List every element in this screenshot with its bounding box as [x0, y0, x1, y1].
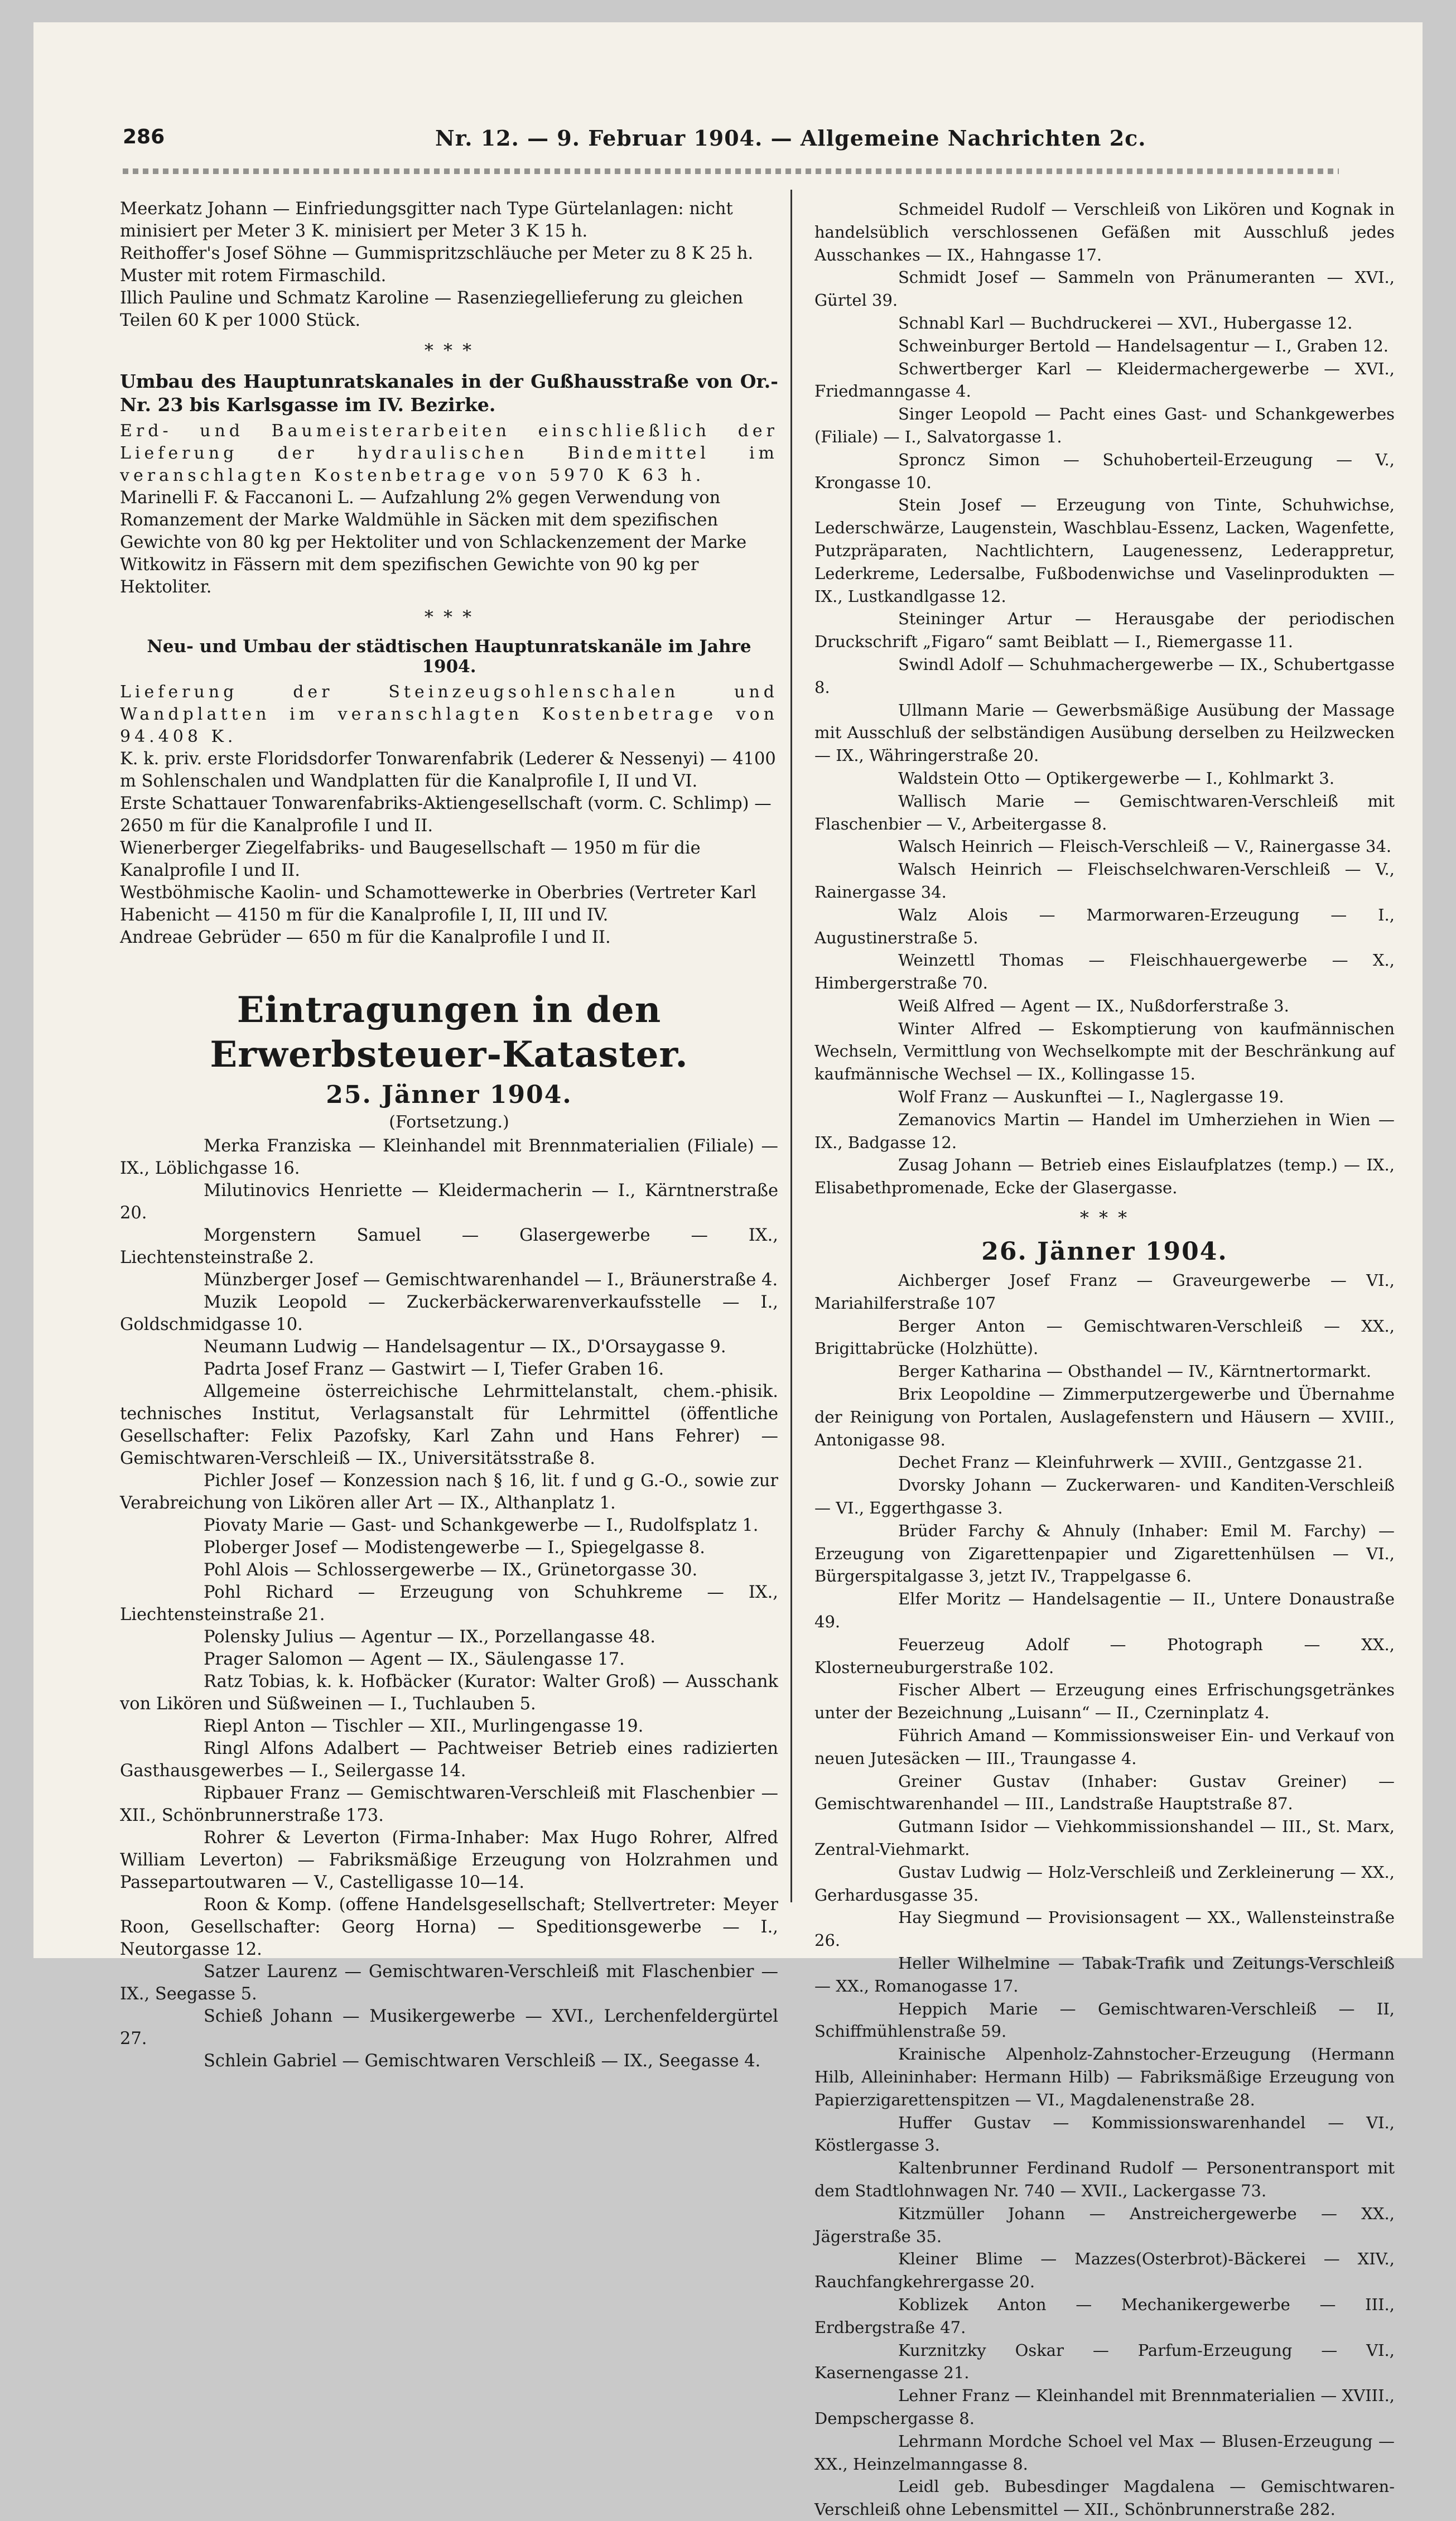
contractor-text: — Rasenziegellieferung zu gleichen Teilen 60 K per 1000 Stück. — [120, 288, 749, 330]
contractor-text: — Aufzahlung 2% gegen Verwendung von Romanzement der Marke Waldmühle in Säcken mit dem spezifischen Gewichte von 80 kg per Hektoliter und von Schlackenzement der Marke Witkowitz in Fässern mit dem spezifischen Gewichte von 90 kg per Hektoliter. — [120, 488, 752, 597]
register-entry: Muzik Leopold — Zuckerbäckerwarenverkaufsstelle — I., Goldschmidgasse 10. — [120, 1293, 784, 1334]
contractor-entry — [120, 487, 778, 599]
contractor-name: Marinelli F. & Faccanoni L. — [120, 488, 354, 508]
contractor-list-b — [120, 487, 778, 599]
register-entry: Padrta Josef Franz — Gastwirt — I, Tiefer Graben 16. — [204, 1360, 664, 1379]
register-entry: Prager Salomon — Agent — IX., Säulengasse 17. — [204, 1650, 625, 1669]
contractor-entry — [120, 243, 778, 287]
register-entry: Wallisch Marie — Gemischtwaren-Verschleiß mit Flaschenbier — V., Arbeitergasse 8. — [814, 791, 1400, 833]
register-entry: Hay Siegmund — Provisionsagent — XX., Wallensteinstraße 26. — [814, 1908, 1400, 1950]
register-entry: Münzberger Josef — Gemischtwarenhandel — I., Bräunerstraße 4. — [204, 1270, 778, 1290]
register-entry: Singer Leopold — Pacht eines Gast- und Schankgewerbes (Filiale) — I., Salvatorgasse 1. — [814, 404, 1400, 446]
register-entry: Neumann Ludwig — Handelsagentur — IX., D'Orsaygasse 9. — [204, 1337, 726, 1357]
register-entry: Pohl Richard — Erzeugung von Schuhkreme — IX., Liechtensteinstraße 21. — [120, 1583, 784, 1625]
section-title: Neu- und Umbau der städtischen Hauptunratskanäle im Jahre 1904. — [147, 637, 751, 677]
register-entry: Kurznitzky Oskar — Parfum-Erzeugung — VI., Kasernengasse 21. — [814, 2340, 1400, 2383]
register-entry: Schmidt Josef — Sammeln von Pränumeranten — XVI., Gürtel 39. — [814, 268, 1400, 310]
register-entry: Morgenstern Samuel — Glasergewerbe — IX., Liechtensteinstraße 2. — [120, 1226, 784, 1267]
register-entry: Huffer Gustav — Kommissionswarenhandel — VI., Köstlergasse 3. — [814, 2113, 1400, 2155]
contractor-text: — 4150 m für die Kanalprofile I, II, III und IV. — [215, 905, 609, 925]
register-entry: Ploberger Josef — Modistengewerbe — I., Spiegelgasse 8. — [204, 1538, 705, 1558]
left-column — [120, 198, 784, 2071]
register-entry: Allgemeine österreichische Lehrmittelanstalt, chem.-phisik. technisches Institut, Verlagsanstalt für Lehrmittel (öffentliche Gesellschafter: Felix Pazofsky, Karl Zahn und Hans Fehrer) — Gemischtwaren-Verschleiß — IX., Universitätsstraße 8. — [120, 1382, 784, 1468]
register-entry: Steininger Artur — Herausgabe der periodischen Druckschrift „Figaro“ samt Beiblatt — I., Riemergasse 11. — [814, 609, 1400, 652]
asterism: * * * — [1079, 1207, 1130, 1229]
register-entry: Fischer Albert — Erzeugung eines Erfrischungsgetränkes unter der Bezeichnung „Luisann“ — II., Czerninplatz 4. — [814, 1680, 1400, 1723]
register-entry: Weiß Alfred — Agent — IX., Nußdorferstraße 3. — [898, 996, 1289, 1015]
register-entry: Walsch Heinrich — Fleischselchwaren-Verschleiß — V., Rainergasse 34. — [814, 860, 1400, 902]
continuation-note: (Fortsetzung.) — [389, 1112, 509, 1132]
contractor-entry — [120, 837, 778, 882]
register-entry: Ullmann Marie — Gewerbsmäßige Ausübung der Massage mit Ausschluß der selbständigen Ausübung derselben zu Heilzwecken — IX., Währingerstraße 20. — [814, 700, 1400, 765]
register-entry: Schwertberger Karl — Kleidermachergewerbe — XVI., Friedmanngasse 4. — [814, 359, 1400, 401]
register-entry: Berger Katharina — Obsthandel — IV., Kärntnertormarkt. — [898, 1362, 1372, 1381]
register-entry: Schlein Gabriel — Gemischtwaren Verschleiß — IX., Seegasse 4. — [204, 2051, 761, 2071]
contractor-entry — [120, 927, 778, 949]
register-entry: Dvorsky Johann — Zuckerwaren- und Kanditen-Verschleiß — VI., Eggerthgasse 3. — [814, 1476, 1400, 1518]
register-entry: Stein Josef — Erzeugung von Tinte, Schuhwichse, Lederschwärze, Laugenstein, Waschblau-Essenz, Lacken, Wagenfette, Putzpräparaten, Nachtlichtern, Laugenessenz, Lederappretur, Lederkreme, Ledersalbe, Fußbodenwichse und Vaselinprodukten — IX., Lustkandlgasse 12. — [814, 495, 1400, 606]
contractor-text: — Einfriedungsgitter nach Type Gürtelanlagen: nicht minisiert per Meter 3 K. minisiert per Meter 3 K 15 h. — [120, 199, 739, 241]
section-subtitle: Erd- und Baumeisterarbeiten einschließlich der Lieferung der hydraulischen Bindemittel im veranschlagten Kostenbetrage von 5970 K 63 h. — [120, 421, 778, 485]
contractor-name: Andreae Gebrüder — [120, 928, 281, 947]
register-entry: Ripbauer Franz — Gemischtwaren-Verschleiß mit Flaschenbier — XII., Schönbrunnerstraße 173. — [120, 1784, 784, 1825]
register-entry: Pohl Alois — Schlossergewerbe — IX., Grünetorgasse 30. — [204, 1560, 698, 1580]
register-entries-left — [120, 1135, 784, 2072]
date-heading: 25. Jänner 1904. — [326, 1081, 572, 1109]
register-entry: Polensky Julius — Agentur — IX., Porzellangasse 48. — [204, 1627, 656, 1647]
contractor-name: Erste Schattauer Tonwarenfabriks-Aktiengesellschaft (vorm. C. Schlimp) — [120, 794, 749, 813]
contractor-text: — Gummispritzschläuche per Meter zu 8 K 25 h. Muster mit rotem Firmaschild. — [120, 244, 759, 286]
register-entry: Lehrmann Mordche Schoel vel Max — Blusen-Erzeugung — XX., Heinzelmanngasse 8. — [814, 2431, 1400, 2474]
register-entry: Schweinburger Bertold — Handelsagentur — I., Graben 12. — [898, 336, 1388, 355]
register-entry: Kleiner Blime — Mazzes(Osterbrot)-Bäckerei — XIV., Rauchfangkehrergasse 20. — [814, 2249, 1400, 2292]
contractor-entry — [120, 287, 778, 332]
register-entry: Feuerzeug Adolf — Photograph — XX., Klosterneuburgerstraße 102. — [814, 1635, 1400, 1677]
register-entry: Gutmann Isidor — Viehkommissionshandel — III., St. Marx, Zentral-Viehmarkt. — [814, 1817, 1400, 1859]
register-entry: Leidl geb. Bubesdinger Magdalena — Gemischtwaren-Verschleiß ohne Lebensmittel — XII., Schönbrunnerstraße 282. — [814, 2477, 1395, 2519]
running-title: Nr. 12. — 9. Februar 1904. — Allgemeine Nachrichten 2c. — [435, 126, 1146, 151]
register-entry: Brüder Farchy & Ahnuly (Inhaber: Emil M. Farchy) — Erzeugung von Zigarettenpapier und Zigarettenhülsen — VI., Bürgerspitalgasse 3, jetzt IV., Trappelgasse 6. — [814, 1521, 1400, 1586]
main-heading: Eintragungen in den Erwerbsteuer-Kataster. — [210, 989, 688, 1076]
register-entry: Elfer Moritz — Handelsagentie — II., Untere Donaustraße 49. — [814, 1589, 1400, 1632]
register-entry: Koblizek Anton — Mechanikergewerbe — III., Erdbergstraße 47. — [814, 2295, 1400, 2337]
contractor-name: Reithoffer's Josef Söhne — [120, 244, 327, 263]
register-entry: Milutinovics Henriette — Kleidermacherin — I., Kärntnerstraße 20. — [120, 1181, 784, 1223]
register-entry: Brix Leopoldine — Zimmerputzergewerbe und Übernahme der Reinigung von Portalen, Auslagefenstern und Häusern — XVIII., Antonigasse 98. — [814, 1385, 1400, 1449]
register-entry: Wolf Franz — Auskunftei — I., Naglergasse 19. — [898, 1087, 1284, 1107]
newspaper-page — [33, 22, 1423, 2519]
contractor-name: Illich Pauline und Schmatz Karoline — [120, 288, 429, 308]
right-column — [814, 198, 1400, 2519]
contractor-name: K. k. priv. erste Floridsdorfer Tonwarenfabrik (Lederer & Nessenyi) — [120, 749, 705, 769]
contractor-text: — 1950 m für die Kanalprofile I und II. — [120, 838, 706, 880]
register-entry: Gustav Ludwig — Holz-Verschleiß und Zerkleinerung — XX., Gerhardusgasse 35. — [814, 1862, 1400, 1905]
section-title: Umbau des Hauptunratskanales in der Gußhausstraße von Or.-Nr. 23 bis Karlsgasse im IV. Bezirke. — [120, 370, 778, 416]
contractor-name: Meerkatz Johann — [120, 199, 268, 219]
register-entry: Schieß Johann — Musikergewerbe — XVI., Lerchenfeldergürtel 27. — [120, 2007, 784, 2048]
contractor-list-a — [120, 198, 778, 332]
register-entry: Ringl Alfons Adalbert — Pachtweiser Betrieb eines radizierten Gasthausgewerbes — I., Seilergasse 14. — [120, 1739, 784, 1781]
register-entry: Roon & Komp. (offene Handelsgesellschaft; Stellvertreter: Meyer Roon, Gesellschafter: Georg Horna) — Speditionsgewerbe — I., Neutorgasse 12. — [120, 1895, 784, 1959]
asterism: * * * — [424, 340, 474, 361]
register-entries-right-a — [814, 198, 1400, 1199]
register-entry: Walz Alois — Marmorwaren-Erzeugung — I., Augustinerstraße 5. — [814, 905, 1400, 947]
register-entry: Pichler Josef — Konzession nach § 16, lit. f und g G.-O., sowie zur Verabreichung von Likören aller Art — IX., Althanplatz 1. — [120, 1471, 784, 1513]
asterism: * * * — [424, 606, 474, 628]
register-entry: Waldstein Otto — Optikergewerbe — I., Kohlmarkt 3. — [898, 768, 1335, 788]
contractor-name: Westböhmische Kaolin- und Schamottewerke in Oberbries (Vertreter Karl Habenicht — [120, 883, 762, 925]
register-entry: Walsch Heinrich — Fleisch-Verschleiß — V., Rainergasse 34. — [898, 837, 1392, 856]
register-entry: Schmeidel Rudolf — Verschleiß von Likören und Kognak in handelsüblich verschlossenen Gefäßen mit Ausschluß jedes Ausschankes — IX., Hahngasse 17. — [814, 200, 1400, 264]
header-wavy-rule — [123, 168, 1339, 174]
page-header — [123, 126, 1339, 165]
register-entry: Winter Alfred — Eskomptierung von kaufmännischen Wechseln, Vermittlung von Wechselkompte mit der Beschränkung auf kaufmännische Wechsel — IX., Kollingasse 15. — [814, 1019, 1400, 1084]
contractor-text: — 4100 m Sohlenschalen und Wandplatten für die Kanalprofile I, II und VI. — [120, 749, 782, 791]
register-entry: Piovaty Marie — Gast- und Schankgewerbe — I., Rudolfsplatz 1. — [204, 1516, 759, 1535]
register-entry: Ratz Tobias, k. k. Hofbäcker (Kurator: Walter Groß) — Ausschank von Likören und Süßweinen — I., Tuchlauben 5. — [120, 1672, 784, 1714]
register-entry: Greiner Gustav (Inhaber: Gustav Greiner) — Gemischtwarenhandel — III., Landstraße Hauptstraße 87. — [814, 1771, 1400, 1814]
register-entry: Kaltenbrunner Ferdinand Rudolf — Personentransport mit dem Stadtlohnwagen Nr. 740 — XVII., Lackergasse 73. — [814, 2158, 1400, 2200]
register-entry: Dechet Franz — Kleinfuhrwerk — XVIII., Gentzgasse 21. — [898, 1453, 1363, 1472]
column-divider — [790, 190, 792, 1902]
register-entry: Zusag Johann — Betrieb eines Eislaufplatzes (temp.) — IX., Elisabethpromenade, Ecke der Glasergasse. — [814, 1155, 1400, 1198]
register-entry: Heller Wilhelmine — Tabak-Trafik und Zeitungs-Verschleiß — XX., Romanogasse 17. — [814, 1953, 1400, 1995]
register-entry: Zemanovics Martin — Handel im Umherziehen in Wien — IX., Badgasse 12. — [814, 1110, 1400, 1152]
contractor-text: — 2650 m für die Kanalprofile I und II. — [120, 794, 777, 836]
register-entry: Führich Amand — Kommissionsweiser Ein- und Verkauf von neuen Jutesäcken — III., Traungasse 4. — [814, 1726, 1400, 1768]
register-entry: Sproncz Simon — Schuhoberteil-Erzeugung — V., Krongasse 10. — [814, 450, 1400, 492]
contractor-name: Wienerberger Ziegelfabriks- und Baugesellschaft — [120, 838, 546, 858]
register-entry: Satzer Laurenz — Gemischtwaren-Verschleiß mit Flaschenbier — IX., Seegasse 5. — [120, 1962, 784, 2004]
register-entry: Krainische Alpenholz-Zahnstocher-Erzeugung (Hermann Hilb, Alleininhaber: Hermann Hilb) — Fabriksmäßige Erzeugung von Papierzigarettenspitzen — VI., Magdalenenstraße 28. — [814, 2045, 1400, 2109]
register-entry: Weinzettl Thomas — Fleischhauergewerbe — X., Himbergerstraße 70. — [814, 951, 1400, 993]
contractor-entry — [120, 748, 782, 793]
register-entry: Riepl Anton — Tischler — XII., Murlingengasse 19. — [204, 1717, 644, 1736]
contractor-text: — 650 m für die Kanalprofile I und II. — [286, 928, 611, 947]
register-entry: Aichberger Josef Franz — Graveurgewerbe — VI., Mariahilferstraße 107 — [814, 1271, 1400, 1313]
contractor-entry — [120, 882, 778, 927]
section-subtitle: Lieferung der Steinzeugsohlenschalen und Wandplatten im veranschlagten Kostenbetrage von 94.408 K. — [120, 682, 778, 746]
contractor-list-c — [120, 748, 782, 949]
date-heading: 26. Jänner 1904. — [981, 1237, 1228, 1266]
contractor-entry — [120, 793, 778, 837]
register-entry: Swindl Adolf — Schuhmachergewerbe — IX., Schubertgasse 8. — [814, 654, 1400, 697]
register-entry: Rohrer & Leverton (Firma-Inhaber: Max Hugo Rohrer, Alfred William Leverton) — Fabriksmäßige Erzeugung von Holzrahmen und Passepartoutwaren — V., Castelligasse 10—14. — [120, 1828, 784, 1892]
register-entry: Berger Anton — Gemischtwaren-Verschleiß — XX., Brigittabrücke (Holzhütte). — [814, 1316, 1400, 1358]
page-number: 286 — [123, 126, 165, 148]
register-entry: Heppich Marie — Gemischtwaren-Verschleiß — II, Schiffmühlenstraße 59. — [814, 1999, 1400, 2041]
register-entries-right-b — [814, 1269, 1400, 2521]
contractor-entry — [120, 198, 778, 243]
register-entry: Kitzmüller Johann — Anstreichergewerbe — XX., Jägerstraße 35. — [814, 2204, 1400, 2246]
register-entry: Schnabl Karl — Buchdruckerei — XVI., Hubergasse 12. — [898, 313, 1353, 332]
register-entry: Merka Franziska — Kleinhandel mit Brennmaterialien (Filiale) — IX., Löblichgasse 16. — [120, 1136, 784, 1178]
register-entry: Lehner Franz — Kleinhandel mit Brennmaterialien — XVIII., Dempschergasse 8. — [814, 2386, 1400, 2428]
